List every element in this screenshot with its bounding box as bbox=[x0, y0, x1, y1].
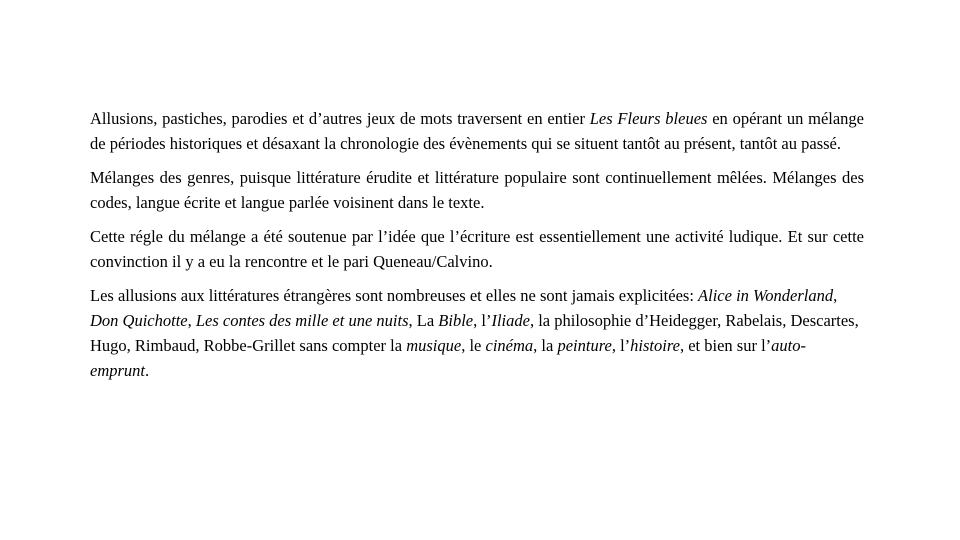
italic-reference: peinture bbox=[557, 336, 612, 355]
italic-reference: cinéma bbox=[485, 336, 534, 355]
text-segment: , l’ bbox=[473, 311, 492, 330]
italic-reference: Les contes des mille et une nuits bbox=[195, 311, 409, 330]
italic-reference: musique bbox=[406, 336, 462, 355]
text-segment: , la philosophie d’Heidegger, Rabelais, Descartes, Hugo, Rimbaud, Robbe-Grillet sans compter la bbox=[90, 311, 859, 355]
paragraph-3 bbox=[90, 224, 864, 274]
paragraph-1 bbox=[90, 106, 864, 156]
text-segment: , la bbox=[533, 336, 558, 355]
text-block bbox=[90, 106, 864, 392]
text-segment: , bbox=[187, 311, 196, 330]
book-title: Les Fleurs bleues bbox=[589, 109, 708, 128]
text-segment: en opérant un mélange de périodes historiques et désaxant la chronologie des évènements qui se situent tantôt au présent, tantôt au passé. bbox=[90, 109, 864, 153]
italic-reference: Alice in Wonderland bbox=[698, 286, 834, 305]
italic-reference: Don Quichotte bbox=[90, 311, 188, 330]
italic-reference: auto-emprunt bbox=[90, 336, 807, 380]
text-segment: , bbox=[833, 286, 838, 305]
text-segment: , l’ bbox=[611, 336, 631, 355]
text-segment: , et bien sur l’ bbox=[679, 336, 772, 355]
italic-reference: Iliade bbox=[491, 311, 530, 330]
text-segment: Les allusions aux littératures étrangères sont nombreuses et elles ne sont jamais explicitées: bbox=[90, 286, 699, 305]
italic-reference: Bible bbox=[438, 311, 474, 330]
text-segment: Mélanges des genres, puisque littérature érudite et littérature populaire sont continuellement mêlées. Mélanges des codes, langue écrite et langue parlée voisinent dans le texte. bbox=[90, 168, 864, 212]
paragraph-4 bbox=[90, 283, 864, 383]
text-segment: Cette régle du mélange a été soutenue par l’idée que l’écriture est essentiellement une activité ludique. Et sur cette convinction il y a eu la rencontre et le pari Queneau/Calvino. bbox=[90, 227, 864, 271]
text-segment: , le bbox=[461, 336, 486, 355]
text-segment: , La bbox=[408, 311, 439, 330]
text-segment: Allusions, pastiches, parodies et d’autres jeux de mots traversent en entier bbox=[90, 109, 590, 128]
paragraph-2 bbox=[90, 165, 864, 215]
text-segment: . bbox=[145, 361, 150, 380]
italic-reference: histoire bbox=[630, 336, 680, 355]
